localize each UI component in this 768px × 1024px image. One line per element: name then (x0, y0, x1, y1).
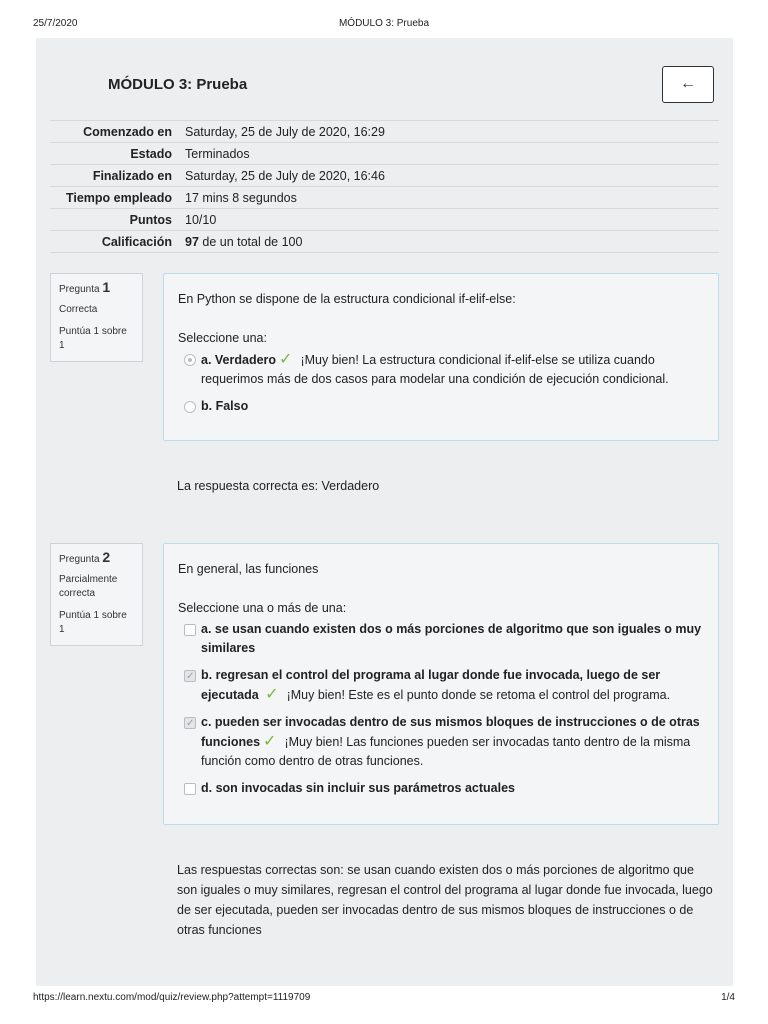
summary-row-grade (50, 231, 719, 253)
checkbox[interactable] (184, 783, 196, 795)
print-page-count: 1/4 (721, 992, 735, 1003)
checkbox-checked[interactable] (184, 670, 196, 682)
print-url: https://learn.nextu.com/mod/quiz/review.php?attempt=1119709 (33, 992, 311, 1003)
summary-row-finished (50, 165, 719, 187)
summary-label: Puntos (129, 212, 172, 227)
summary-value: Saturday, 25 de July de 2020, 16:46 (185, 168, 385, 183)
summary-value: 10/10 (185, 212, 217, 227)
answer-option-a (178, 350, 704, 389)
option-label: a. se usan cuando existen dos o más porciones de algoritmo que son iguales o muy similares (201, 622, 702, 655)
print-header (0, 18, 768, 32)
summary-label: Estado (130, 146, 172, 161)
quiz-review-page (36, 38, 733, 986)
summary-value: Saturday, 25 de July de 2020, 16:29 (185, 124, 385, 139)
question-2-right-answer: Las respuestas correctas son: se usan cuando existen dos o más porciones de algoritmo que son iguales o muy similares, regresan el control del programa al lugar donde fue invocada, luego de ser ejecutada, pueden ser invocadas dentro de sus mismos bloques de instrucciones o de otras funciones (177, 863, 713, 937)
question-grade: Puntúa 1 sobre 1 (59, 326, 127, 351)
question-2-content (163, 543, 719, 825)
question-number (59, 550, 135, 567)
radio-button[interactable] (184, 401, 196, 413)
question-label: Pregunta (59, 284, 100, 295)
option-label: a. Verdadero (201, 353, 277, 367)
question-number-value: 2 (102, 549, 111, 565)
answer-option-c (178, 713, 704, 771)
answer-prompt: Seleccione una o más de una: (178, 601, 347, 615)
question-number (59, 280, 135, 297)
summary-label: Finalizado en (92, 168, 172, 183)
option-feedback: ¡Muy bien! La estructura condicional if-elif-else se utiliza cuando requerimos más de dos casos para modelar una condición de ejecución condicional. (201, 353, 669, 386)
summary-label: Tiempo empleado (65, 190, 172, 205)
summary-label: Comenzado en (83, 124, 172, 139)
question-text: En general, las funciones (178, 562, 319, 576)
correct-check-icon: ✓ (265, 686, 279, 703)
correct-check-icon: ✓ (263, 733, 277, 750)
attempt-summary-table (50, 120, 719, 253)
radio-button-checked[interactable] (184, 354, 196, 366)
print-footer (0, 992, 768, 1006)
question-state: Correcta (59, 304, 98, 315)
answer-prompt: Seleccione una: (178, 331, 267, 345)
question-1-right-answer: La respuesta correcta es: Verdadero (177, 479, 380, 493)
option-label: d. son invocadas sin incluir sus parámetros actuales (201, 781, 516, 795)
summary-value (178, 231, 719, 253)
grade-value: 97 (185, 234, 199, 249)
answer-option-d (178, 779, 704, 798)
checkbox[interactable] (184, 624, 196, 636)
question-state: Parcialmente correcta (59, 574, 118, 599)
summary-row-points (50, 209, 719, 231)
grade-total: de un total de 100 (198, 234, 303, 249)
page-title: MÓDULO 3: Prueba (108, 76, 248, 93)
question-text: En Python se dispone de la estructura condicional if-elif-else: (178, 292, 516, 306)
summary-row-time-taken (50, 187, 719, 209)
question-1-info (50, 273, 143, 362)
option-label: b. regresan el control del programa al lugar donde fue invocada, luego de ser ejecutada (201, 668, 661, 702)
question-1-content (163, 273, 719, 441)
print-title: MÓDULO 3: Prueba (338, 18, 430, 29)
question-grade: Puntúa 1 sobre 1 (59, 610, 127, 635)
answer-option-a (178, 620, 704, 658)
question-label: Pregunta (59, 554, 100, 565)
answer-option-b (178, 397, 704, 416)
option-label: c. pueden ser invocadas dentro de sus mismos bloques de instrucciones o de otras funciones (201, 715, 700, 749)
option-label: b. Falso (201, 399, 249, 413)
question-number-value: 1 (102, 279, 111, 295)
summary-value: Terminados (185, 146, 250, 161)
correct-check-icon: ✓ (279, 351, 293, 368)
option-feedback: ¡Muy bien! Las funciones pueden ser invocadas tanto dentro de la misma función como dentro de otras funciones. (201, 735, 691, 768)
question-2-info (50, 543, 143, 646)
summary-row-started (50, 121, 719, 143)
print-date: 25/7/2020 (33, 18, 78, 29)
back-button[interactable]: ← (662, 66, 714, 103)
summary-value: 17 mins 8 segundos (185, 190, 297, 205)
summary-row-state (50, 143, 719, 165)
checkbox-checked[interactable] (184, 717, 196, 729)
summary-label: Calificación (101, 234, 172, 249)
option-feedback: ¡Muy bien! Este es el punto donde se retoma el control del programa. (286, 688, 671, 702)
answer-option-b (178, 666, 704, 705)
